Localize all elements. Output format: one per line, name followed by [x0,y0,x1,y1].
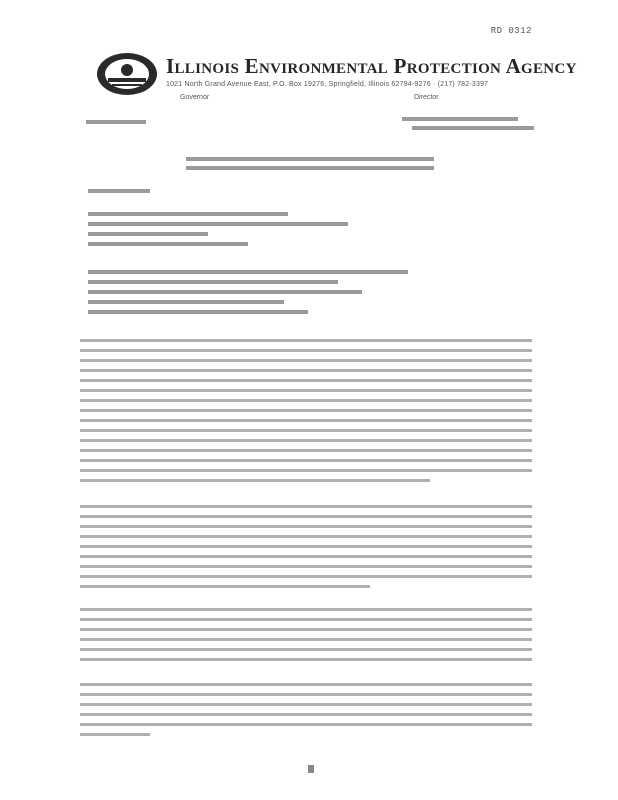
agency-name: Illinois Environmental Protection Agency [166,54,577,78]
document-id: RD 0312 [490,26,532,36]
governor-line: Governor [180,94,210,101]
agency-address: 1021 North Grand Avenue East, P.O. Box 19276, Springfield, Illinois 62794-9276 · (217) 782-3397 [166,81,489,88]
director-line: Director [414,94,439,101]
